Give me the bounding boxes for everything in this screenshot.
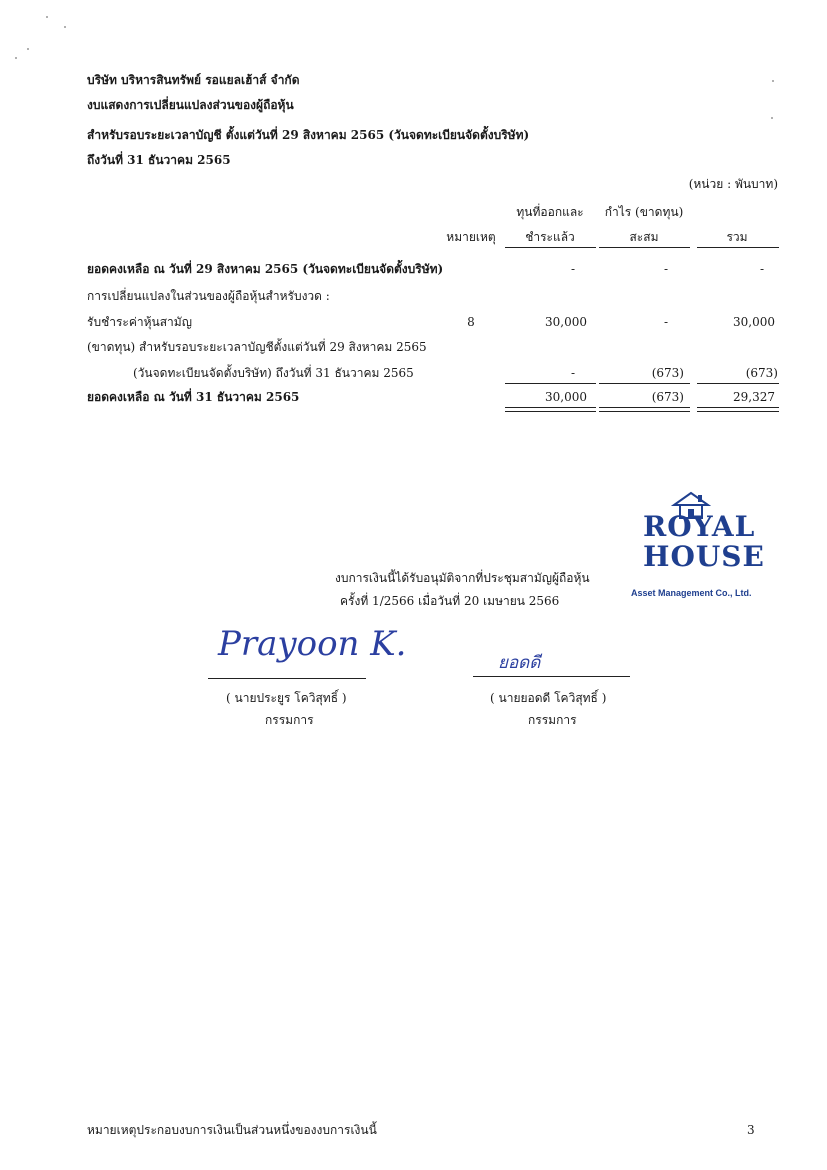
scan-speck [771, 117, 773, 119]
total-double-underline [697, 407, 779, 412]
row-capital: 30,000 [545, 390, 587, 404]
row-label: (วันจดทะเบียนจัดตั้งบริษัท) ถึงวันที่ 31 ธันวาคม 2565 [133, 366, 414, 380]
header-underline [505, 247, 596, 248]
row-deficit: (673) [651, 366, 684, 380]
signature-1: Prayoon K. [218, 624, 407, 664]
company-logo [625, 490, 765, 602]
approval-line-2: ครั้งที่ 1/2566 เมื่อวันที่ 20 เมษายน 2566 [340, 594, 560, 608]
row-deficit: - [663, 315, 668, 329]
col-header-capital-line2: ชำระแล้ว [525, 230, 575, 244]
row-total: (673) [745, 366, 778, 380]
scan-speck [64, 26, 66, 28]
row-capital: - [570, 262, 575, 276]
subtotal-line [599, 383, 690, 384]
row-total: - [759, 262, 764, 276]
header-underline [599, 247, 690, 248]
signatory-1-name: ( นายประยูร โควิสุทธิ์ ) [226, 691, 347, 705]
signature-2: ยอดดี [498, 653, 541, 673]
signatory-2-title: กรรมการ [528, 713, 577, 727]
row-deficit: (673) [651, 390, 684, 404]
row-label: รับชำระค่าหุ้นสามัญ [87, 315, 192, 329]
signature-line [208, 678, 366, 679]
row-label: (ขาดทุน) สำหรับรอบระยะเวลาบัญชีตั้งแต่วันที่ 29 สิงหาคม 2565 [87, 340, 427, 354]
row-note: 8 [467, 315, 475, 329]
row-label: ยอดคงเหลือ ณ วันที่ 29 สิงหาคม 2565 (วันจดทะเบียนจัดตั้งบริษัท) [87, 262, 444, 276]
signature-line [473, 676, 630, 677]
total-double-underline [505, 407, 596, 412]
logo-word-royal: ROYAL [643, 510, 756, 543]
scan-speck [15, 57, 17, 59]
statement-end-date: ถึงวันที่ 31 ธันวาคม 2565 [87, 153, 231, 167]
row-capital: - [570, 366, 575, 380]
statement-period: สำหรับรอบระยะเวลาบัญชี ตั้งแต่วันที่ 29 สิงหาคม 2565 (วันจดทะเบียนจัดตั้งบริษัท) [87, 128, 530, 142]
company-name: บริษัท บริหารสินทรัพย์ รอแยลเฮ้าส์ จำกัด [87, 73, 300, 87]
logo-word-house: HOUSE [643, 540, 765, 573]
col-header-capital-line1: ทุนที่ออกและ [516, 205, 584, 219]
total-double-underline [599, 407, 690, 412]
row-total: 30,000 [733, 315, 775, 329]
row-label: การเปลี่ยนแปลงในส่วนของผู้ถือหุ้นสำหรับงวด : [87, 289, 330, 303]
logo-tagline: Asset Management Co., Ltd. [631, 588, 752, 598]
header-underline [697, 247, 779, 248]
row-label: ยอดคงเหลือ ณ วันที่ 31 ธันวาคม 2565 [87, 390, 300, 404]
signatory-2-name: ( นายยอดดี โควิสุทธิ์ ) [490, 691, 607, 705]
statement-title: งบแสดงการเปลี่ยนแปลงส่วนของผู้ถือหุ้น [87, 98, 294, 112]
col-header-deficit-line2: สะสม [629, 230, 659, 244]
col-header-note: หมายเหตุ [446, 230, 496, 244]
subtotal-line [697, 383, 779, 384]
scan-speck [46, 16, 48, 18]
row-capital: 30,000 [545, 315, 587, 329]
scan-speck [27, 48, 29, 50]
col-header-deficit-line1: กำไร (ขาดทุน) [604, 205, 684, 219]
row-deficit: - [663, 262, 668, 276]
row-total: 29,327 [733, 390, 775, 404]
scan-speck [772, 80, 774, 82]
page-number: 3 [747, 1123, 755, 1137]
footer-note: หมายเหตุประกอบงบการเงินเป็นส่วนหนึ่งของงบการเงินนี้ [87, 1123, 377, 1137]
col-header-total: รวม [726, 230, 748, 244]
approval-line-1: งบการเงินนี้ได้รับอนุมัติจากที่ประชุมสามัญผู้ถือหุ้น [335, 571, 590, 585]
signatory-1-title: กรรมการ [265, 713, 314, 727]
unit-label: (หน่วย : พันบาท) [688, 177, 778, 191]
subtotal-line [505, 383, 596, 384]
